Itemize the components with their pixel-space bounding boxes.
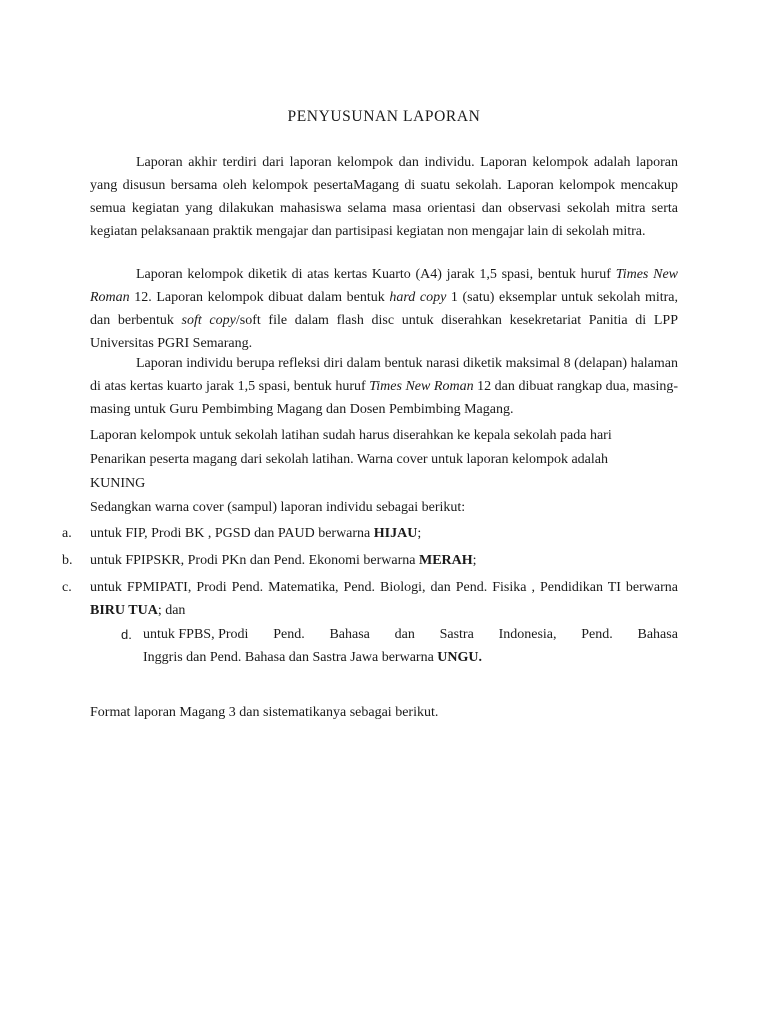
paragraph-cover-colors-intro: Sedangkan warna cover (sampul) laporan individu sebagai berikut: (90, 500, 466, 515)
list-marker: b. (62, 553, 73, 568)
text-run: ; (472, 553, 477, 568)
paragraph-individual-report (90, 352, 678, 421)
color-name: HIJAU (373, 526, 418, 541)
list-text-line-1 (143, 623, 678, 646)
list-text (143, 623, 678, 669)
color-name: UNGU. (437, 650, 483, 665)
word: Pend. (581, 627, 613, 642)
text-run: /soft file dalam flash disc untuk diserahkan kesekretariat Panitia di LPP Universitas PGRI Semarang. (90, 313, 678, 351)
list-item-a (62, 522, 678, 545)
paragraph-submission (90, 424, 678, 496)
word: Indonesia, (498, 627, 557, 642)
word: Pend. (273, 627, 305, 642)
text-run: 1 (satu) eksemplar untuk sekolah mitra, dan berbentuk (90, 290, 679, 328)
word: Bahasa (329, 627, 370, 642)
text-run: ; dan (157, 603, 186, 618)
word: Bahasa (637, 627, 678, 642)
word: dan (394, 627, 415, 642)
text-run: 12 dan dibuat rangkap dua, masing-masing untuk Guru Pembimbing Magang dan Dosen Pembimbing Magang. (90, 379, 679, 417)
list-marker: a. (62, 526, 72, 541)
color-name: MERAH (419, 553, 473, 568)
font-name-italic: Times New Roman (369, 379, 474, 394)
hard-copy-italic: hard copy (389, 290, 447, 305)
word: untuk FPBS, Prodi (143, 627, 249, 642)
paragraph-group-report-format (90, 263, 678, 355)
list-marker: d. (121, 627, 132, 642)
soft-copy-italic: soft copy (181, 313, 236, 328)
text-run: Laporan individu berupa refleksi diri dalam bentuk narasi diketik maksimal 8 (delapan) halaman di atas kertas kuarto jarak 1,5 spasi, bentuk huruf (90, 356, 678, 394)
list-item-d (121, 623, 678, 669)
paragraph-group-report: Laporan akhir terdiri dari laporan kelompok dan individu. Laporan kelompok adalah laporan yang disusun bersama oleh kelompok pesertaMagang di suatu sekolah. Laporan kelompok mencakup semua kegiatan yang dilakukan mahasiswa selama masa orientasi dan observasi sekolah mitra serta kegiatan pelaksanaan praktik mengajar dan partisipasi kegiatan non mengajar lain di sekolah mitra. (90, 155, 678, 239)
paragraph-format-intro: Format laporan Magang 3 dan sistematikanya sebagai berikut. (90, 705, 439, 720)
list-item-b (62, 549, 678, 572)
text-run: untuk FPIPSKR, Prodi PKn dan Pend. Ekonomi berwarna (90, 553, 419, 568)
font-name-italic: Times New Roman (90, 267, 678, 305)
submission-line-3: KUNING (90, 476, 146, 491)
submission-line-1: Laporan kelompok untuk sekolah latihan sudah harus diserahkan ke kepala sekolah pada hari (90, 428, 612, 443)
word: Sastra (439, 627, 474, 642)
list-text (90, 522, 678, 545)
list-marker: c. (62, 580, 72, 595)
color-name: BIRU TUA (90, 603, 158, 618)
page-title: PENYUSUNAN LAPORAN (287, 108, 481, 125)
submission-line-2: Penarikan peserta magang dari sekolah latihan. Warna cover untuk laporan kelompok adalah (90, 452, 608, 467)
text-run: 12. Laporan kelompok dibuat dalam bentuk (129, 290, 390, 305)
list-text (90, 549, 678, 572)
list-text-line-2 (143, 646, 678, 669)
list-text (90, 576, 678, 622)
text-run: untuk FIP, Prodi BK , PGSD dan PAUD berwarna (90, 526, 374, 541)
text-run: Inggris dan Pend. Bahasa dan Sastra Jawa berwarna (143, 650, 438, 665)
text-run: Laporan kelompok diketik di atas kertas Kuarto (A4) jarak 1,5 spasi, bentuk huruf (136, 267, 616, 282)
text-run: ; (417, 526, 422, 541)
list-item-c (62, 576, 678, 622)
text-run: untuk FPMIPATI, Prodi Pend. Matematika, Pend. Biologi, dan Pend. Fisika , Pendidikan TI berwarna (90, 580, 678, 595)
